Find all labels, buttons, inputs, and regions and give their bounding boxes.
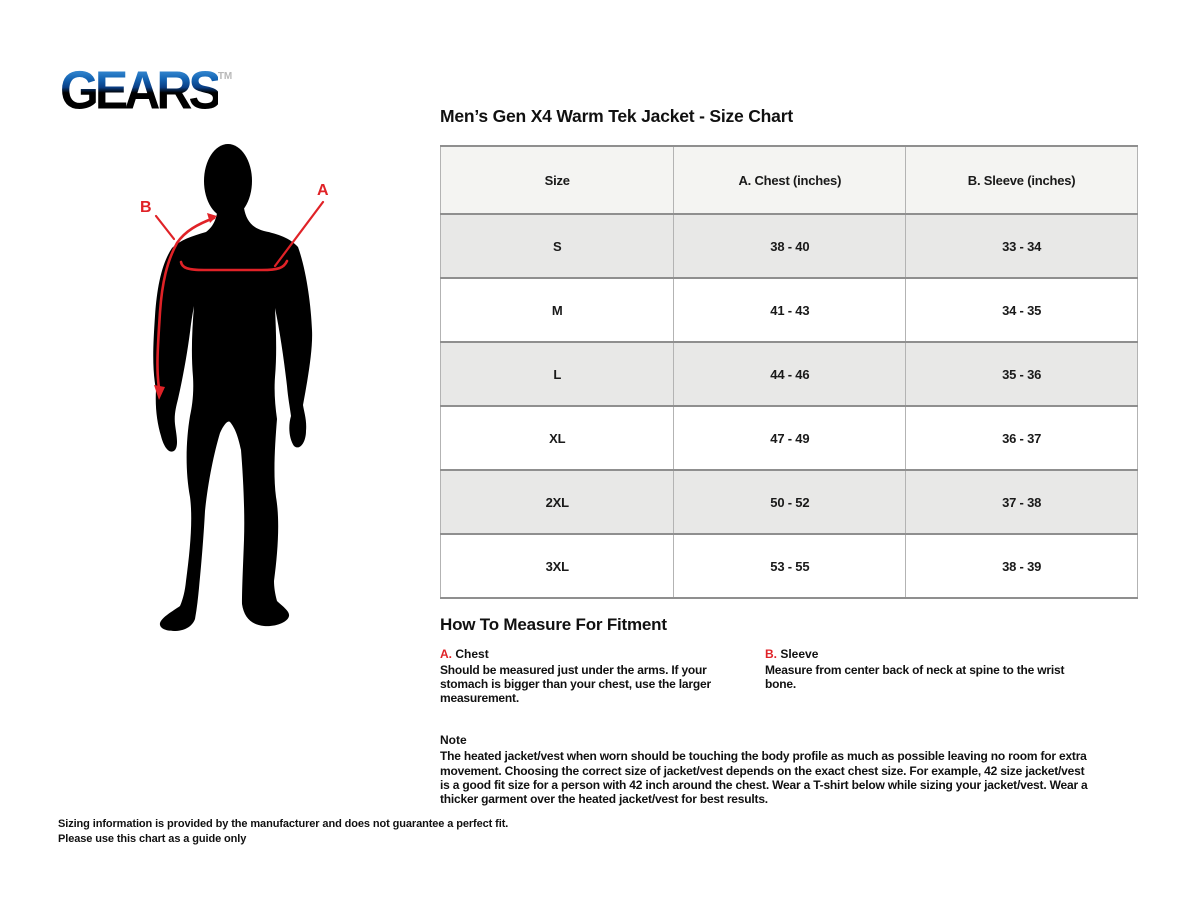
disclaimer-line2: Please use this chart as a guide only	[58, 832, 247, 845]
measure-label-b: B	[140, 199, 152, 216]
sleeve-cell: 37 - 38	[906, 470, 1138, 534]
size-cell: 2XL	[441, 470, 674, 534]
note-text: The heated jacket/vest when worn should be touching the body profile as much as possible leaving no room for extra movement. Choosing the correct size of jacket/vest depends on the exact chest size. For example, 42 size jacket/vest is a good fit size for a person with 42 inch around the chest. Wear a T-shirt below while sizing your jacket/vest. Wear a thicker garment over the heated jacket/vest for best results.	[440, 749, 1088, 806]
page-title: Men’s Gen X4 Warm Tek Jacket - Size Chart	[440, 106, 793, 126]
chest-cell: 50 - 52	[674, 470, 906, 534]
size-cell: L	[441, 342, 674, 406]
table-row	[441, 470, 1138, 534]
measure-label-a: A	[317, 182, 329, 199]
header-row	[441, 146, 1138, 214]
measure-name-chest: Chest	[455, 647, 489, 661]
measure-text-chest: Should be measured just under the arms. If your stomach is bigger than your chest, use the larger measurement.	[440, 663, 711, 706]
col-header-size: Size	[441, 146, 674, 214]
measure-section-title: How To Measure For Fitment	[440, 615, 667, 634]
table-row	[441, 214, 1138, 278]
measurement-diagram	[130, 120, 360, 640]
col-header-sleeve: B. Sleeve (inches)	[906, 146, 1138, 214]
sleeve-cell: 34 - 35	[906, 278, 1138, 342]
table-row	[441, 342, 1138, 406]
size-cell: M	[441, 278, 674, 342]
chest-cell: 47 - 49	[674, 406, 906, 470]
measure-text-sleeve: Measure from center back of neck at spine to the wrist bone.	[765, 663, 1065, 692]
measure-columns	[440, 647, 1090, 705]
table-row	[441, 278, 1138, 342]
chest-cell: 41 - 43	[674, 278, 906, 342]
size-cell: 3XL	[441, 534, 674, 598]
measure-item-chest	[440, 647, 765, 705]
gears-logo	[60, 58, 260, 128]
sleeve-cell: 35 - 36	[906, 342, 1138, 406]
how-to-measure-section	[440, 615, 1090, 806]
chest-cell: 53 - 55	[674, 534, 906, 598]
measure-key-b: B.	[765, 647, 777, 661]
size-table	[440, 145, 1138, 599]
disclaimer-line1: Sizing information is provided by the manufacturer and does not guarantee a perfect fit.	[58, 818, 509, 830]
disclaimer	[58, 817, 508, 847]
note-block	[440, 733, 1090, 806]
note-title: Note	[440, 733, 467, 748]
label-b-pointer-line	[156, 216, 174, 239]
silhouette-head	[204, 144, 252, 218]
size-cell: S	[441, 214, 674, 278]
col-header-chest: A. Chest (inches)	[674, 146, 906, 214]
size-cell: XL	[441, 406, 674, 470]
table-row	[441, 534, 1138, 598]
chest-cell: 44 - 46	[674, 342, 906, 406]
table-row	[441, 406, 1138, 470]
gears-logo-text: GEARS	[60, 55, 218, 124]
chest-cell: 38 - 40	[674, 214, 906, 278]
measure-key-a: A.	[440, 647, 452, 661]
sleeve-cell: 36 - 37	[906, 406, 1138, 470]
sleeve-cell: 33 - 34	[906, 214, 1138, 278]
trademark-symbol: TM	[217, 71, 233, 82]
measure-name-sleeve: Sleeve	[780, 647, 819, 661]
measure-item-sleeve	[765, 647, 1090, 705]
sleeve-cell: 38 - 39	[906, 534, 1138, 598]
